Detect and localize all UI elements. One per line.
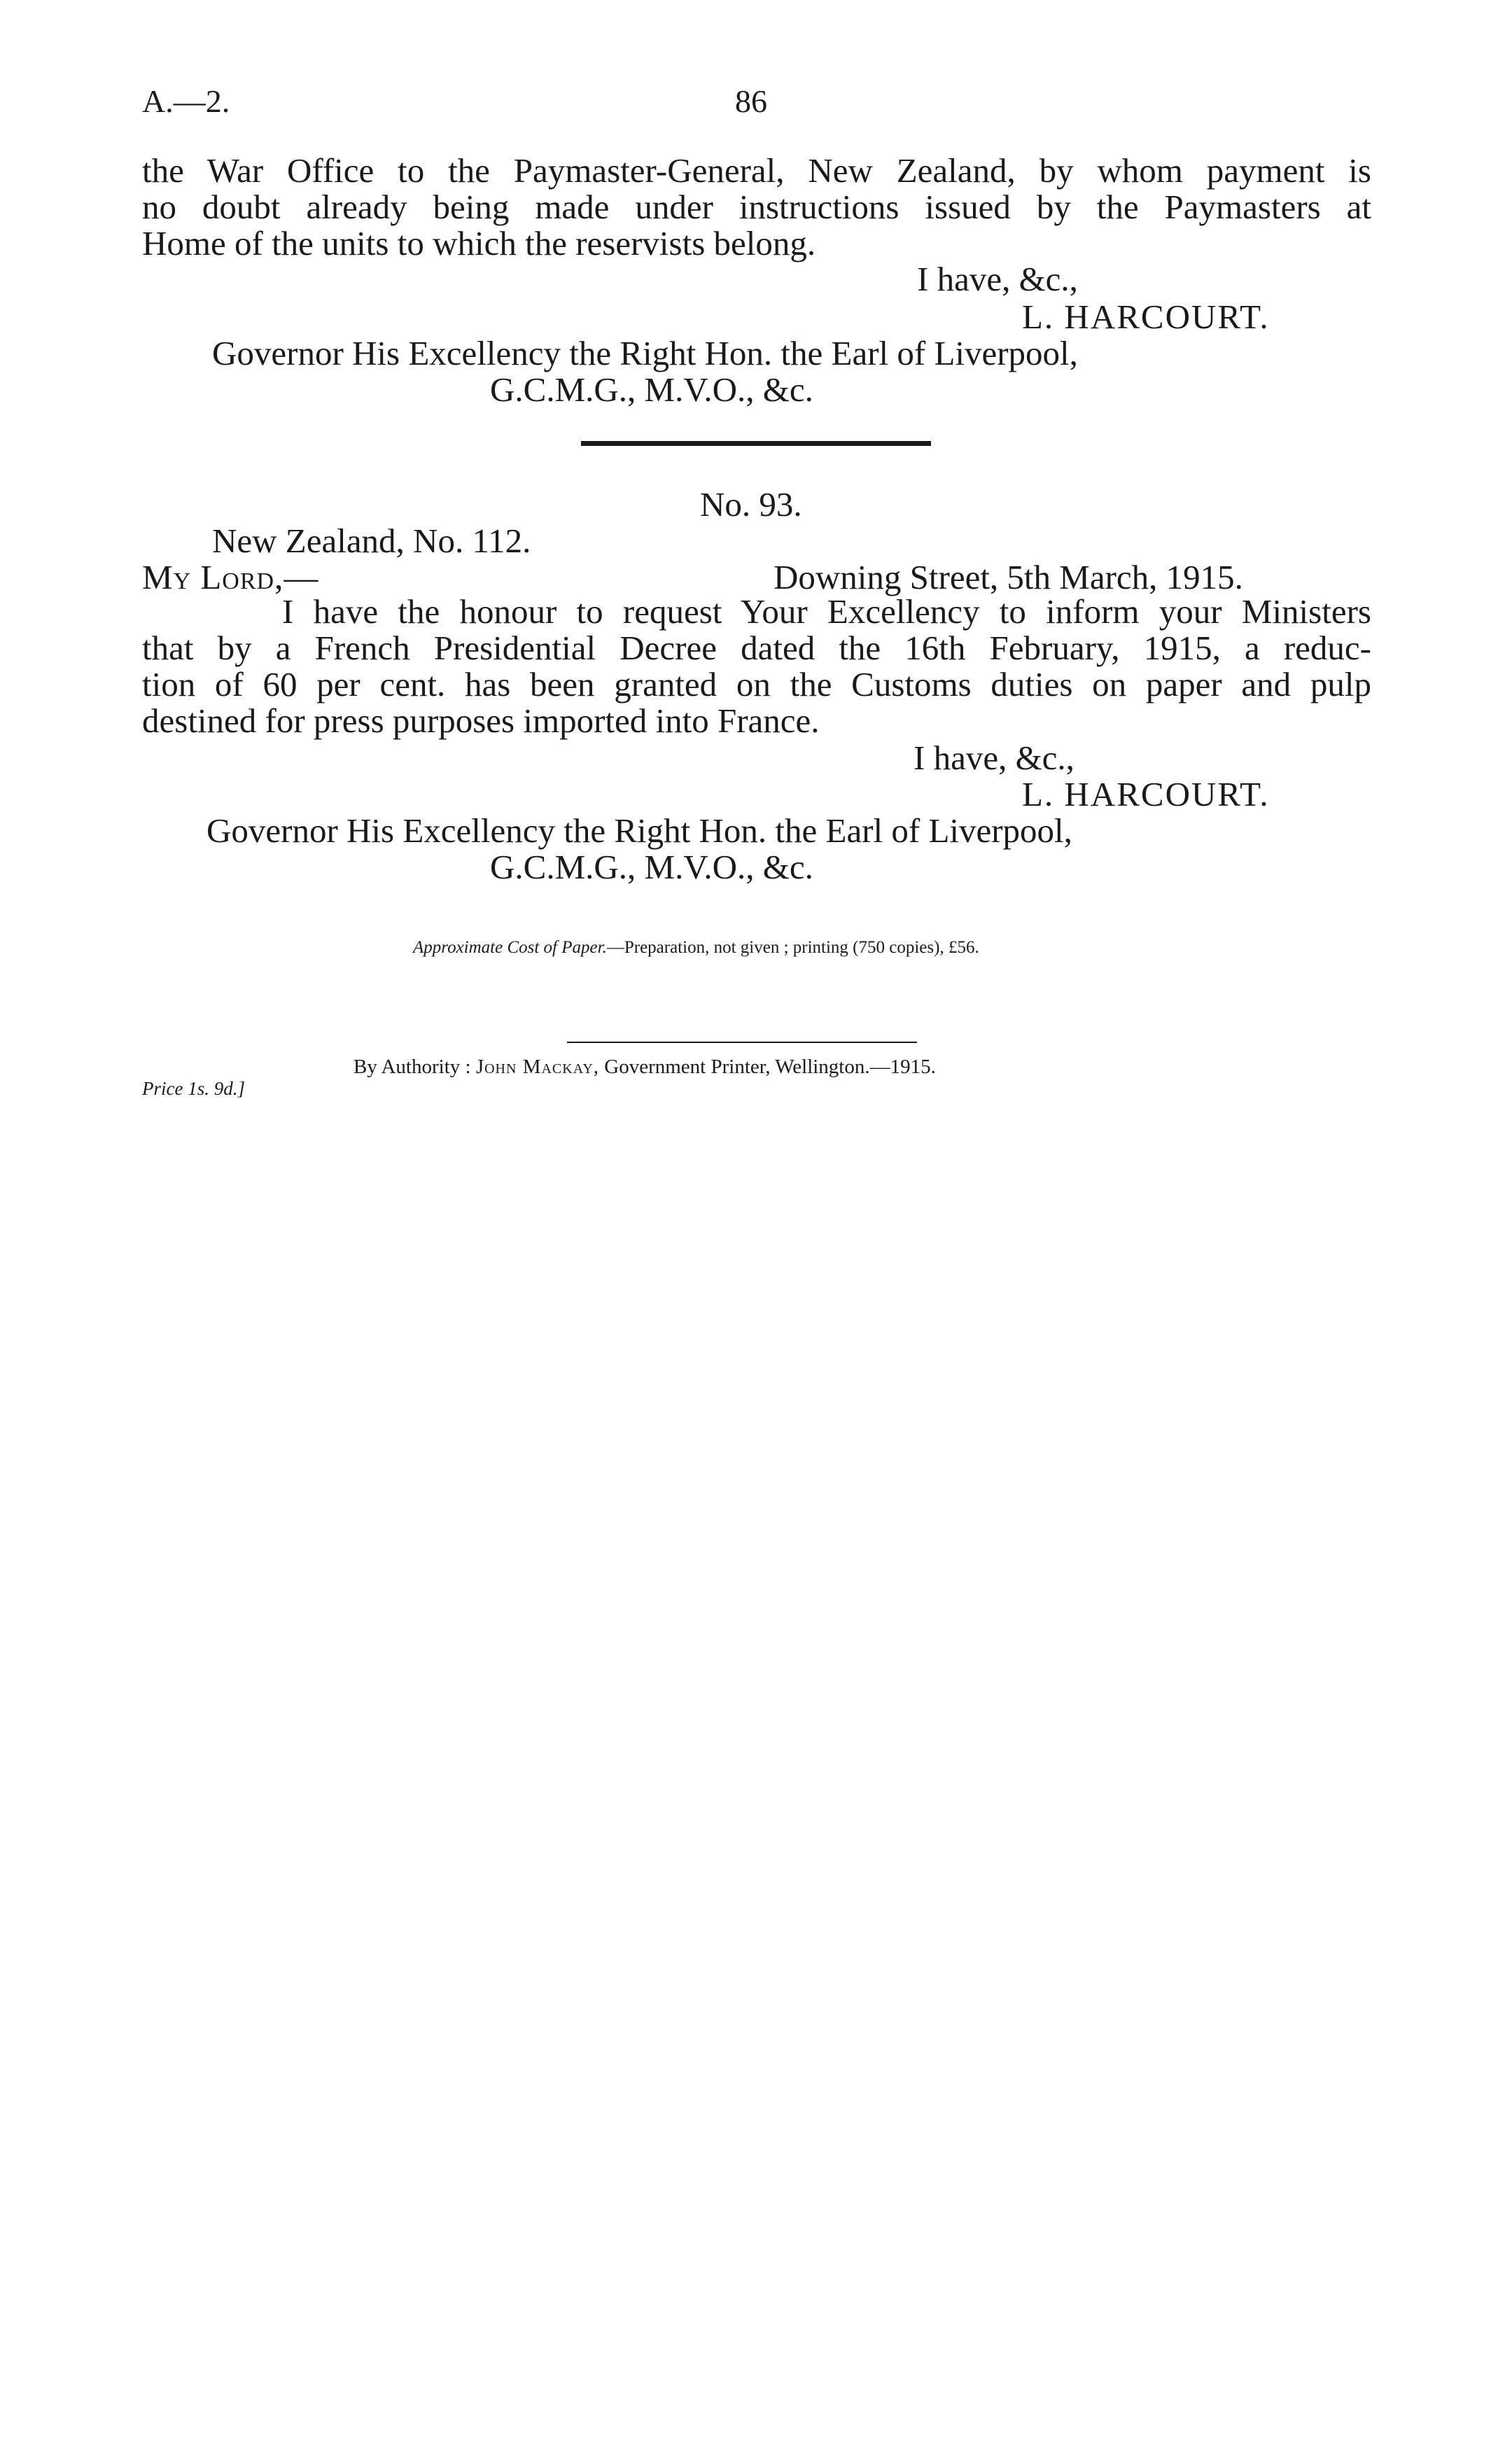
place-date: Downing Street, 5th March, 1915. [774,558,1243,596]
intro-addressee-line1: Governor His Excellency the Right Hon. the Earl of Liverpool, [212,334,1078,372]
salutation: My Lord,— [142,558,319,596]
despatch-number: No. 93. [700,485,802,524]
intro-signature: L. HARCOURT. [1022,298,1270,336]
printer-name: John Mackay, [475,1056,600,1078]
document-code: A.—2. [142,83,230,119]
despatch-line: destined for press purposes imported into France. [142,701,820,740]
printer-authority [354,1056,936,1079]
despatch-paragraph [142,594,1371,739]
intro-addressee-line2: G.C.M.G., M.V.O., &c. [490,370,813,409]
intro-closing: I have, &c., [917,260,1078,298]
cost-label: Approximate Cost of Paper. [413,938,607,957]
intro-line: no doubt already being made under instructions issued by the Paymasters at [142,188,1371,226]
despatch-addressee-line1: Governor His Excellency the Right Hon. the Earl of Liverpool, [206,811,1072,850]
despatch-reference: New Zealand, No. 112. [212,522,531,560]
price: Price 1s. 9d.] [142,1078,245,1099]
intro-line: Home of the units to which the reservists belong. [142,224,816,262]
cost-text: —Preparation, not given ; printing (750 copies), £56. [606,938,979,957]
intro-line: the War Office to the Paymaster-General, New Zealand, by whom payment is [142,151,1371,190]
despatch-line: I have the honour to request Your Excellency to inform your Ministers [282,592,1371,631]
despatch-signature: L. HARCOURT. [1022,775,1270,813]
intro-paragraph [142,153,1371,262]
despatch-line: tion of 60 per cent. has been granted on the Customs duties on paper and pulp [142,665,1371,704]
page-number: 86 [735,83,767,119]
authority-prefix: By Authority : [354,1056,471,1078]
despatch-addressee-line2: G.C.M.G., M.V.O., &c. [490,848,813,886]
footer-divider [567,1042,917,1043]
cost-of-paper-note [413,938,979,958]
despatch-line: that by a French Presidential Decree dated the 16th February, 1915, a reduc- [142,629,1371,667]
section-divider [581,441,931,446]
despatch-closing: I have, &c., [913,738,1074,777]
authority-suffix: Government Printer, Wellington.—1915. [604,1056,936,1078]
